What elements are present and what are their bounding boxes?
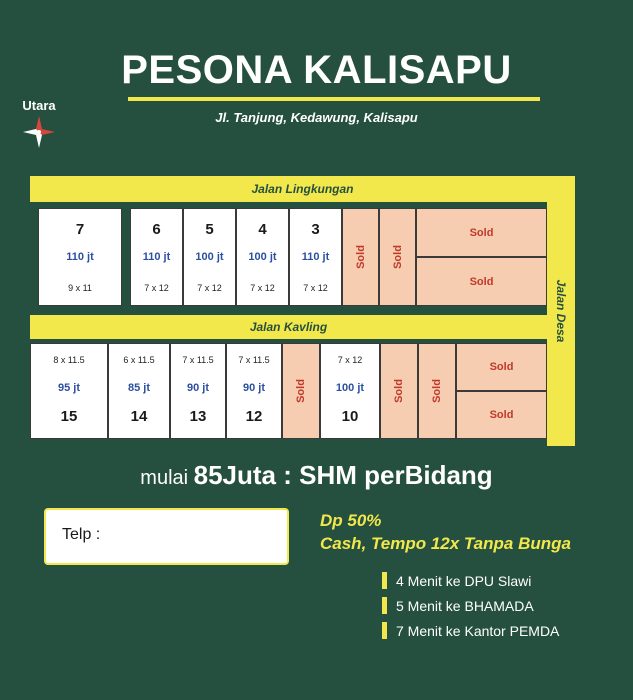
plot-number: 13: [189, 408, 207, 425]
plot-price: 100 jt: [195, 251, 224, 263]
plot-10[interactable]: [320, 343, 380, 439]
road-jalan-kavling: [30, 315, 547, 339]
bullet-bar-icon: [382, 572, 387, 589]
plot-7[interactable]: [38, 208, 122, 306]
plot-dimension: 7 x 12: [250, 283, 275, 293]
plot-price: 90 jt: [242, 382, 265, 394]
road-label-kavling: Jalan Kavling: [249, 320, 328, 334]
list-item: [382, 593, 559, 618]
compass-label: Utara: [22, 98, 56, 113]
plot-4[interactable]: [236, 208, 289, 306]
plot-number: 14: [130, 408, 148, 425]
plot-price: 100 jt: [248, 251, 277, 263]
plot-sold-bottom-5[interactable]: [456, 391, 547, 439]
list-item: [382, 568, 559, 593]
plot-3[interactable]: [289, 208, 342, 306]
plot-12[interactable]: [226, 343, 282, 439]
plot-6[interactable]: [130, 208, 183, 306]
plot-number: 12: [245, 408, 263, 425]
sold-badge: Sold: [489, 409, 514, 421]
plot-sold-top-1[interactable]: [342, 208, 379, 306]
plot-dimension: 7 x 11.5: [238, 355, 270, 365]
promo-line-1: Dp 50%: [320, 511, 382, 530]
tagline-prefix: mulai: [140, 467, 194, 489]
plot-dimension: 7 x 12: [144, 283, 169, 293]
plot-dimension: 7 x 11.5: [182, 355, 214, 365]
plot-dimension: 7 x 12: [197, 283, 222, 293]
sold-badge: Sold: [489, 361, 514, 373]
compass-rose-icon: [22, 115, 56, 149]
road-label-desa: Jalan Desa: [554, 279, 568, 343]
plot-price: 90 jt: [186, 382, 209, 394]
road-jalan-desa: [547, 176, 575, 446]
compass: [8, 98, 70, 149]
plot-14[interactable]: [108, 343, 170, 439]
sold-badge: Sold: [469, 226, 494, 239]
plot-dimension: 8 x 11.5: [53, 355, 85, 365]
sold-badge: Sold: [295, 379, 307, 403]
plot-number: 7: [75, 221, 85, 238]
phone-field[interactable]: [44, 508, 289, 565]
plot-price: 110 jt: [301, 251, 330, 263]
plot-number: 6: [152, 221, 161, 238]
sold-badge: Sold: [469, 275, 494, 288]
plot-dimension: 6 x 11.5: [123, 355, 155, 365]
nearby-label: 5 Menit ke BHAMADA: [396, 597, 534, 614]
bullet-bar-icon: [382, 622, 387, 639]
bullet-bar-icon: [382, 597, 387, 614]
plot-price: 85 jt: [127, 382, 150, 394]
road-jalan-lingkungan: [30, 176, 575, 202]
road-label-lingkungan: Jalan Lingkungan: [251, 182, 354, 196]
plot-sold-top-4[interactable]: [416, 257, 547, 306]
plot-sold-top-3[interactable]: [416, 208, 547, 257]
plot-number: 3: [311, 221, 320, 238]
plot-price: 100 jt: [335, 382, 365, 394]
promo-block: [320, 510, 620, 556]
plot-number: 15: [60, 408, 78, 425]
nearby-label: 7 Menit ke Kantor PEMDA: [396, 622, 560, 639]
plot-price: 110 jt: [66, 251, 94, 263]
price-tagline: [0, 460, 633, 491]
plot-number: 4: [258, 221, 267, 238]
page-subtitle: Jl. Tanjung, Kedawung, Kalisapu: [215, 110, 418, 125]
plot-15[interactable]: [30, 343, 108, 439]
plot-sold-top-2[interactable]: [379, 208, 416, 306]
sold-badge: Sold: [393, 379, 405, 403]
plot-sold-bottom-2[interactable]: [380, 343, 418, 439]
sold-badge: Sold: [391, 245, 404, 269]
plot-price: 110 jt: [142, 251, 171, 263]
sold-badge: Sold: [354, 245, 367, 269]
plot-dimension: 7 x 12: [337, 355, 363, 365]
title-underline: [128, 97, 540, 101]
nearby-list: [382, 568, 559, 643]
phone-label: Telp :: [62, 526, 101, 543]
plot-number: 10: [341, 408, 359, 425]
site-plan-map: [30, 176, 605, 446]
plot-dimension: 7 x 12: [303, 283, 328, 293]
plot-13[interactable]: [170, 343, 226, 439]
plot-price: 95 jt: [57, 382, 80, 394]
tagline-main: 85Juta : SHM perBidang: [193, 460, 493, 490]
list-item: [382, 618, 559, 643]
plot-sold-bottom-3[interactable]: [418, 343, 456, 439]
plot-dimension: 9 x 11: [68, 283, 92, 293]
plot-sold-bottom-1[interactable]: [282, 343, 320, 439]
sold-badge: Sold: [431, 379, 443, 403]
plot-5[interactable]: [183, 208, 236, 306]
nearby-label: 4 Menit ke DPU Slawi: [396, 572, 532, 589]
plot-number: 5: [205, 221, 214, 238]
page-title: PESONA KALISAPU: [121, 48, 512, 92]
plot-sold-bottom-4[interactable]: [456, 343, 547, 391]
promo-line-2: Cash, Tempo 12x Tanpa Bunga: [320, 533, 571, 553]
